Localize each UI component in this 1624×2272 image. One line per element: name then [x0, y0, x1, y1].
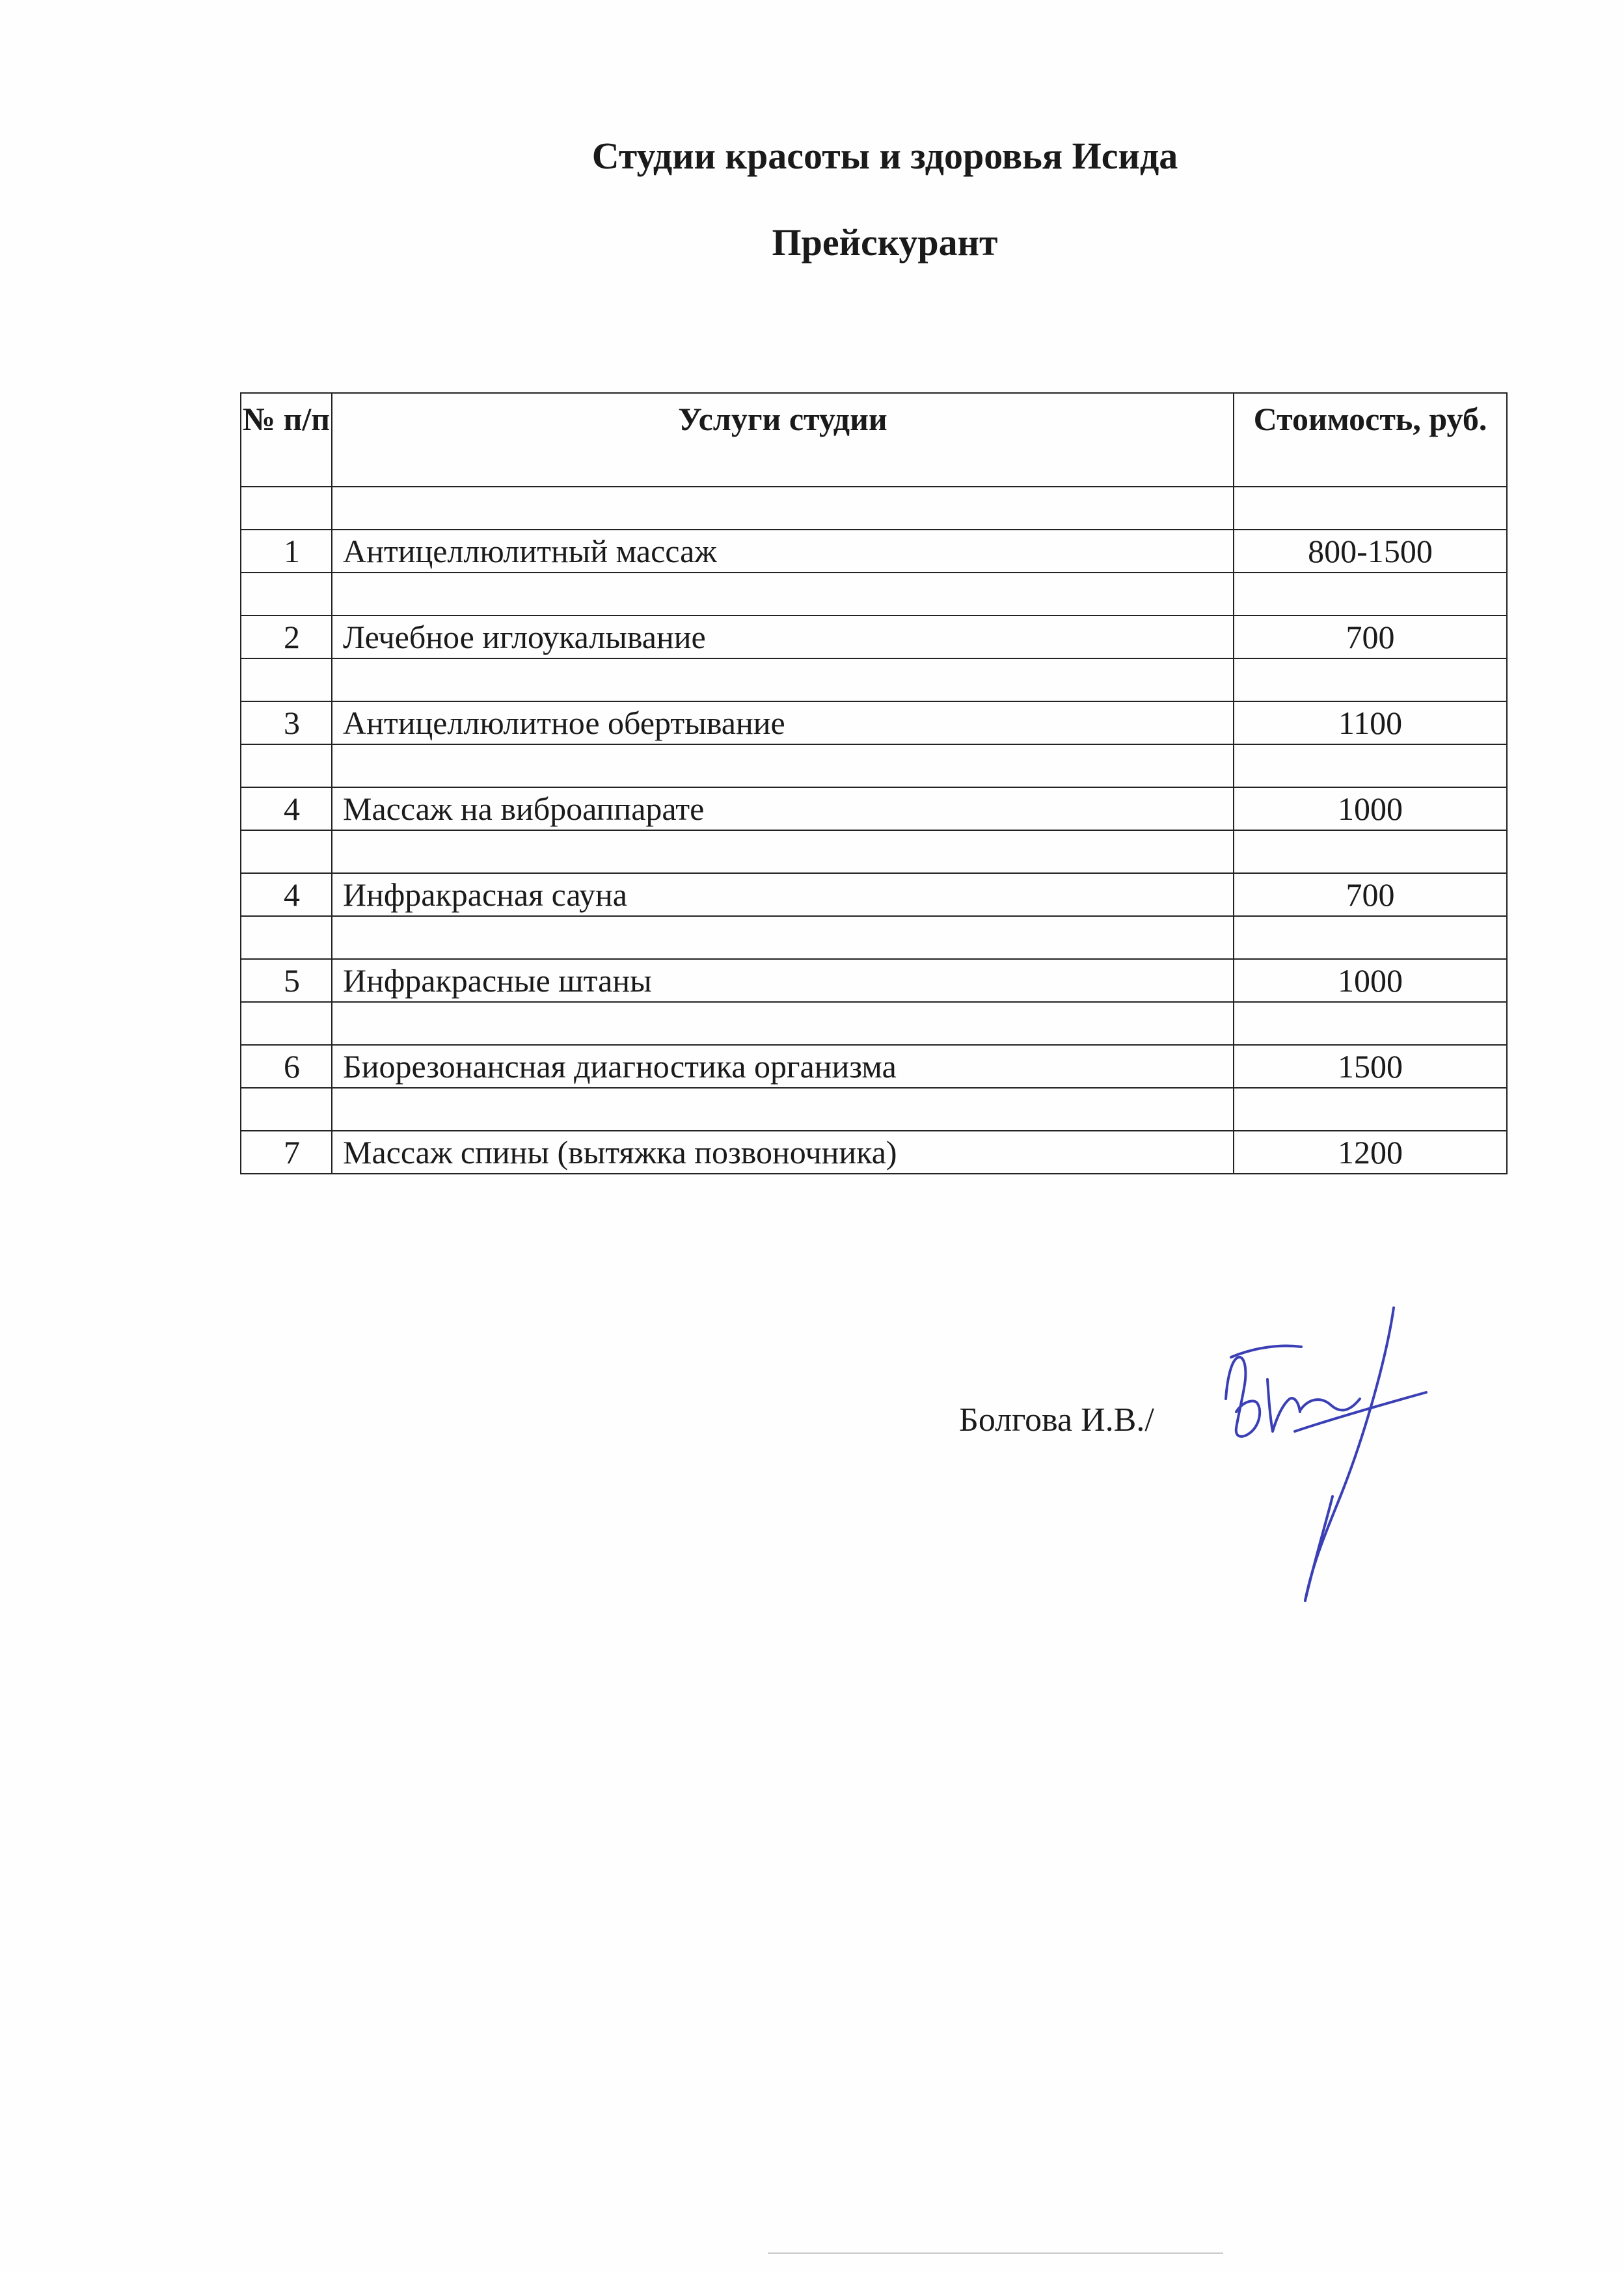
row-service: Антицеллюлитный массаж	[332, 530, 1234, 573]
table-spacer-row	[241, 658, 1507, 701]
signature-stroke	[1226, 1357, 1260, 1437]
signature-stroke	[1305, 1496, 1333, 1601]
row-service: Массаж спины (вытяжка позвоночника)	[332, 1131, 1234, 1174]
handwritten-signature	[1217, 1301, 1431, 1607]
table-spacer-row	[241, 830, 1507, 873]
document-subtitle: Прейскурант	[772, 221, 998, 264]
row-service: Инфракрасные штаны	[332, 959, 1234, 1002]
table-row	[241, 1045, 1507, 1088]
row-service: Массаж на виброаппарате	[332, 787, 1234, 830]
row-cost: 1000	[1234, 787, 1507, 830]
row-number: 1	[241, 530, 332, 573]
row-cost: 1500	[1234, 1045, 1507, 1088]
row-service: Инфракрасная сауна	[332, 873, 1234, 916]
row-service: Биорезонансная диагностика организма	[332, 1045, 1234, 1088]
table-row	[241, 701, 1507, 744]
table-spacer-row	[241, 573, 1507, 615]
table-spacer-row	[241, 916, 1507, 959]
table-spacer-row	[241, 487, 1507, 530]
signature-stroke	[1231, 1346, 1301, 1357]
row-number: 4	[241, 873, 332, 916]
row-service: Антицеллюлитное обертывание	[332, 701, 1234, 744]
row-cost: 1200	[1234, 1131, 1507, 1174]
row-cost: 700	[1234, 615, 1507, 658]
signature-stroke	[1300, 1399, 1360, 1411]
table-header-row	[241, 393, 1507, 487]
row-number: 7	[241, 1131, 332, 1174]
signature-stroke	[1267, 1379, 1300, 1431]
table-row	[241, 530, 1507, 573]
header-cost: Стоимость, руб.	[1234, 393, 1507, 487]
table-row	[241, 959, 1507, 1002]
scan-edge-mark	[768, 2252, 1223, 2254]
table-spacer-row	[241, 1002, 1507, 1045]
row-cost: 1000	[1234, 959, 1507, 1002]
header-number: № п/п	[241, 393, 332, 487]
row-cost: 1100	[1234, 701, 1507, 744]
table-row	[241, 873, 1507, 916]
price-table	[240, 392, 1508, 1174]
table-spacer-row	[241, 744, 1507, 787]
row-cost: 700	[1234, 873, 1507, 916]
row-service: Лечебное иглоукалывание	[332, 615, 1234, 658]
row-number: 5	[241, 959, 332, 1002]
row-cost: 800-1500	[1234, 530, 1507, 573]
header-service: Услуги студии	[332, 393, 1234, 487]
row-number: 6	[241, 1045, 332, 1088]
signer-name: Болгова И.В./	[959, 1401, 1154, 1439]
table-row	[241, 1131, 1507, 1174]
table-row	[241, 787, 1507, 830]
table-spacer-row	[241, 1088, 1507, 1131]
row-number: 2	[241, 615, 332, 658]
row-number: 3	[241, 701, 332, 744]
row-number: 4	[241, 787, 332, 830]
document-title: Студии красоты и здоровья Исида	[591, 135, 1178, 177]
table-row	[241, 615, 1507, 658]
signature-stroke	[1305, 1308, 1394, 1601]
